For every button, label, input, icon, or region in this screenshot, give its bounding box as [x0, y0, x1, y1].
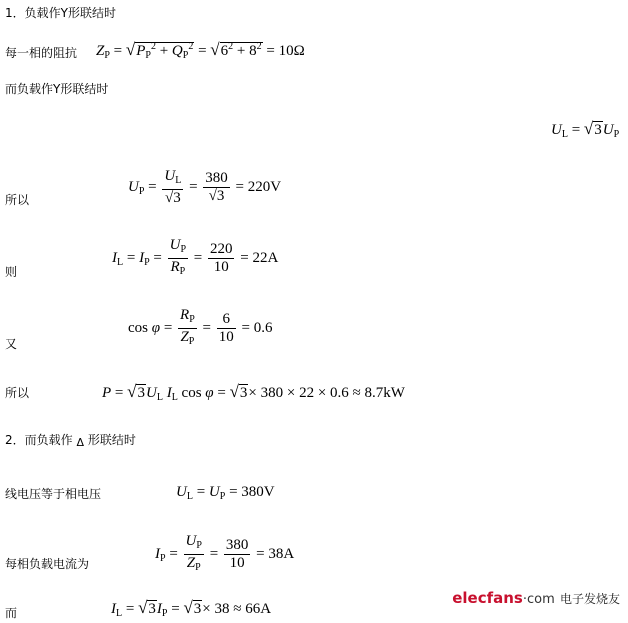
section1-title: 1．负载作Y形联结时: [5, 6, 116, 20]
watermark-brand: elecfans: [452, 589, 523, 607]
power-expression: × 380 × 22 × 0.6 ≈ 8.7kW: [248, 385, 405, 401]
impedance-label: 每一相的阻抗: [5, 46, 78, 60]
delta-voltage-value: = 380V: [229, 484, 275, 500]
elecfans-watermark: [452, 589, 620, 607]
delta-phase-current-value: = 38A: [256, 545, 295, 562]
impedance-formula: $Z_P = √P_P^2 + Q_P^2 = √6^2 + 8^2 = 10\Omega$: [96, 40, 305, 61]
y-connection-intro: 而负载作Y形联结时: [5, 82, 109, 96]
delta-phase-current-formula: $I_P$ = $\frac{U_P}{Z_P}$ = $\frac{380}{10}$ = 38A: [155, 533, 295, 573]
delta-voltage-formula: $U_L = U_P = 380V$: [176, 484, 275, 502]
delta-line-current-formula: $I_L = √3I_P = √3\times 38 \approx 66A$: [111, 598, 272, 619]
current-formula: $I_L = I_P$ = $\frac{U_P}{R_P}$ = $\frac{220}{10}$ = 22A: [112, 237, 279, 277]
section2-title-tail: 形联结时: [87, 433, 136, 447]
so-label-2: 所以: [5, 386, 30, 400]
phase-current-label: 每相负载电流为: [5, 557, 90, 571]
and-label: 而: [5, 606, 18, 620]
also-label: 又: [5, 337, 18, 351]
impedance-result: = 10Ω: [266, 43, 305, 59]
current-value: = 22A: [240, 249, 279, 266]
power-formula: $P = √3U_L$ $I_L$ cos φ = √3× 380 × 22 × 0.6 ≈ 8.7kW: [102, 382, 405, 403]
watermark-tagline: 电子发烧友: [559, 592, 620, 606]
line-voltage-label: 线电压等于相电压: [5, 487, 102, 501]
then-label: 则: [5, 265, 18, 279]
phase-voltage-value: = 220V: [235, 178, 282, 195]
watermark-domain: ·com: [522, 592, 555, 607]
so-label-1: 所以: [5, 193, 30, 207]
delta-line-current-value: × 38 ≈ 66A: [202, 601, 272, 617]
section2-title-text: 2．而负载作: [5, 433, 73, 447]
section2-title: [5, 433, 136, 450]
line-phase-voltage-formula: $U_L = √3U_P$: [551, 119, 620, 140]
phase-voltage-formula: $U_P$ = $\frac{U_L}{√3}$ = $\frac{380}{√3}$ = 220V: [128, 168, 282, 206]
delta-symbol: Δ: [76, 436, 84, 449]
power-factor-value: = 0.6: [241, 319, 273, 336]
power-factor-formula: cos φ = $\frac{R_P}{Z_P}$ = $\frac{6}{10}$ = 0.6: [128, 307, 273, 347]
